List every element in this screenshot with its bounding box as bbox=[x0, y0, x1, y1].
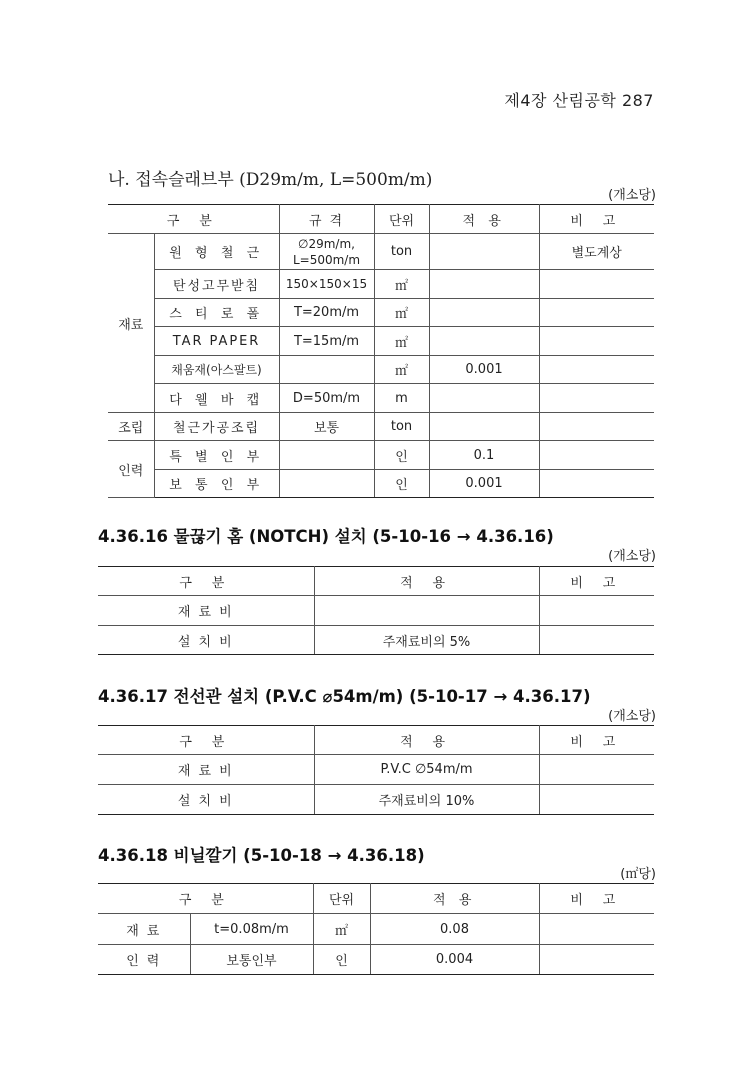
table1-header-spec: 규 격 bbox=[279, 205, 374, 234]
table1-note bbox=[539, 441, 654, 470]
table3-header-apply: 적 용 bbox=[314, 726, 539, 755]
table1-apply bbox=[429, 327, 539, 356]
table-row bbox=[108, 413, 654, 441]
table4-header-note: 비 고 bbox=[539, 884, 654, 914]
table1-apply bbox=[429, 299, 539, 327]
table4-apply: 0.004 bbox=[370, 945, 539, 975]
table1-spec bbox=[279, 356, 374, 384]
table1-apply bbox=[429, 413, 539, 441]
table1-unit: m bbox=[374, 384, 429, 413]
table4-unit: 인 bbox=[313, 945, 370, 975]
table2 bbox=[98, 566, 654, 655]
table1-spec: T=20m/m bbox=[279, 299, 374, 327]
table2-note bbox=[539, 626, 654, 655]
table3-header-category: 구 분 bbox=[98, 726, 314, 755]
table1-note bbox=[539, 299, 654, 327]
table2-unit-note: (개소당) bbox=[608, 549, 656, 564]
table1-header-apply: 적 용 bbox=[429, 205, 539, 234]
table1-item: 원 형 철 근 bbox=[154, 234, 279, 270]
table1-header-unit: 단위 bbox=[374, 205, 429, 234]
table-row bbox=[108, 356, 654, 384]
table2-item: 설 치 비 bbox=[98, 626, 314, 655]
table4-header-category: 구 분 bbox=[98, 884, 313, 914]
table1-item: 스 티 로 폴 bbox=[154, 299, 279, 327]
table1-item: 보 통 인 부 bbox=[154, 470, 279, 498]
table1-title: 나. 접속슬래브부 (D29m/m, L=500m/m) bbox=[108, 170, 433, 190]
table1-apply: 0.1 bbox=[429, 441, 539, 470]
table3-unit-note: (개소당) bbox=[608, 709, 656, 724]
section-title-vinyl: 4.36.18 비닐깔기 (5-10-18 → 4.36.18) bbox=[98, 846, 425, 865]
table4-apply: 0.08 bbox=[370, 914, 539, 945]
table2-item: 재 료 비 bbox=[98, 596, 314, 626]
table4-note bbox=[539, 914, 654, 945]
table1-unit: 인 bbox=[374, 441, 429, 470]
table-row bbox=[98, 755, 654, 785]
table-row bbox=[98, 914, 654, 945]
table4-unit-note: (㎡당) bbox=[620, 867, 656, 882]
table2-header-apply: 적 용 bbox=[314, 567, 539, 596]
table4-spec: 보통인부 bbox=[190, 945, 313, 975]
table-row bbox=[108, 441, 654, 470]
table1-apply bbox=[429, 270, 539, 299]
table1-unit: ton bbox=[374, 413, 429, 441]
table1-note bbox=[539, 356, 654, 384]
table1-item: 철근가공조립 bbox=[154, 413, 279, 441]
table-row bbox=[108, 299, 654, 327]
table1-apply: 0.001 bbox=[429, 356, 539, 384]
table1-item: 다 웰 바 캡 bbox=[154, 384, 279, 413]
table3-note bbox=[539, 785, 654, 815]
table1-header-category: 구 분 bbox=[108, 205, 279, 234]
table1-unit: 인 bbox=[374, 470, 429, 498]
table1-item: TAR PAPER bbox=[154, 327, 279, 356]
table2-apply: 주재료비의 5% bbox=[314, 626, 539, 655]
table1-note bbox=[539, 270, 654, 299]
table1-group-material: 재료 bbox=[108, 234, 154, 413]
table1-item: 탄성고무받침 bbox=[154, 270, 279, 299]
table1-note bbox=[539, 470, 654, 498]
table-row bbox=[98, 785, 654, 815]
table1-apply: 0.001 bbox=[429, 470, 539, 498]
table1-unit: ㎡ bbox=[374, 356, 429, 384]
table-row bbox=[108, 234, 654, 270]
table1-spec bbox=[279, 234, 374, 270]
table4-header-unit: 단위 bbox=[313, 884, 370, 914]
running-head: 제4장 산림공학 287 bbox=[504, 91, 654, 110]
table4 bbox=[98, 883, 654, 975]
table1-apply bbox=[429, 384, 539, 413]
table2-note bbox=[539, 596, 654, 626]
table1-spec: 150×150×15 bbox=[279, 270, 374, 299]
table1-note: 별도계상 bbox=[539, 234, 654, 270]
table4-item: 재 료 bbox=[98, 914, 190, 945]
table1-spec bbox=[279, 470, 374, 498]
table-row bbox=[108, 470, 654, 498]
table1-apply bbox=[429, 234, 539, 270]
table3-note bbox=[539, 755, 654, 785]
table1-unit-note: (개소당) bbox=[608, 188, 656, 203]
table1-unit: ton bbox=[374, 234, 429, 270]
table1-spec: T=15m/m bbox=[279, 327, 374, 356]
table1-unit: ㎡ bbox=[374, 270, 429, 299]
table-row bbox=[98, 945, 654, 975]
table1-item: 채움재(아스팔트) bbox=[154, 356, 279, 384]
table1-header-note: 비 고 bbox=[539, 205, 654, 234]
table1-spec-line1: ∅29m/m, bbox=[298, 236, 355, 251]
table3-header-row bbox=[98, 726, 654, 755]
table1-group-labor: 인력 bbox=[108, 441, 154, 498]
table4-item: 인 력 bbox=[98, 945, 190, 975]
table1-header-row bbox=[108, 205, 654, 234]
table1-spec: 보통 bbox=[279, 413, 374, 441]
table1 bbox=[108, 204, 654, 498]
table4-header-apply: 적 용 bbox=[370, 884, 539, 914]
table4-header-row bbox=[98, 884, 654, 914]
table3-header-note: 비 고 bbox=[539, 726, 654, 755]
table1-item: 특 별 인 부 bbox=[154, 441, 279, 470]
table-row bbox=[98, 626, 654, 655]
table1-spec-line2: L=500m/m bbox=[292, 252, 361, 267]
table1-unit: ㎡ bbox=[374, 327, 429, 356]
table2-apply bbox=[314, 596, 539, 626]
table2-header-category: 구 분 bbox=[98, 567, 314, 596]
table1-spec bbox=[279, 441, 374, 470]
table1-note bbox=[539, 327, 654, 356]
table3-item: 설 치 비 bbox=[98, 785, 314, 815]
table1-note bbox=[539, 384, 654, 413]
table-row bbox=[108, 270, 654, 299]
table2-header-note: 비 고 bbox=[539, 567, 654, 596]
table2-header-row bbox=[98, 567, 654, 596]
table3-apply: P.V.C ∅54m/m bbox=[314, 755, 539, 785]
section-title-conduit: 4.36.17 전선관 설치 (P.V.C ⌀54m/m) (5-10-17 → 4.36.17) bbox=[98, 687, 591, 706]
table4-spec: t=0.08m/m bbox=[190, 914, 313, 945]
table1-unit: ㎡ bbox=[374, 299, 429, 327]
table-row bbox=[108, 327, 654, 356]
table1-spec: D=50m/m bbox=[279, 384, 374, 413]
table-row bbox=[108, 384, 654, 413]
table3-apply: 주재료비의 10% bbox=[314, 785, 539, 815]
table-row bbox=[98, 596, 654, 626]
section-title-notch: 4.36.16 물끊기 홈 (NOTCH) 설치 (5-10-16 → 4.36.16) bbox=[98, 527, 554, 546]
table3 bbox=[98, 725, 654, 815]
table4-unit: ㎡ bbox=[313, 914, 370, 945]
table1-group-assembly: 조립 bbox=[108, 413, 154, 441]
table3-item: 재 료 비 bbox=[98, 755, 314, 785]
table1-note bbox=[539, 413, 654, 441]
table4-note bbox=[539, 945, 654, 975]
